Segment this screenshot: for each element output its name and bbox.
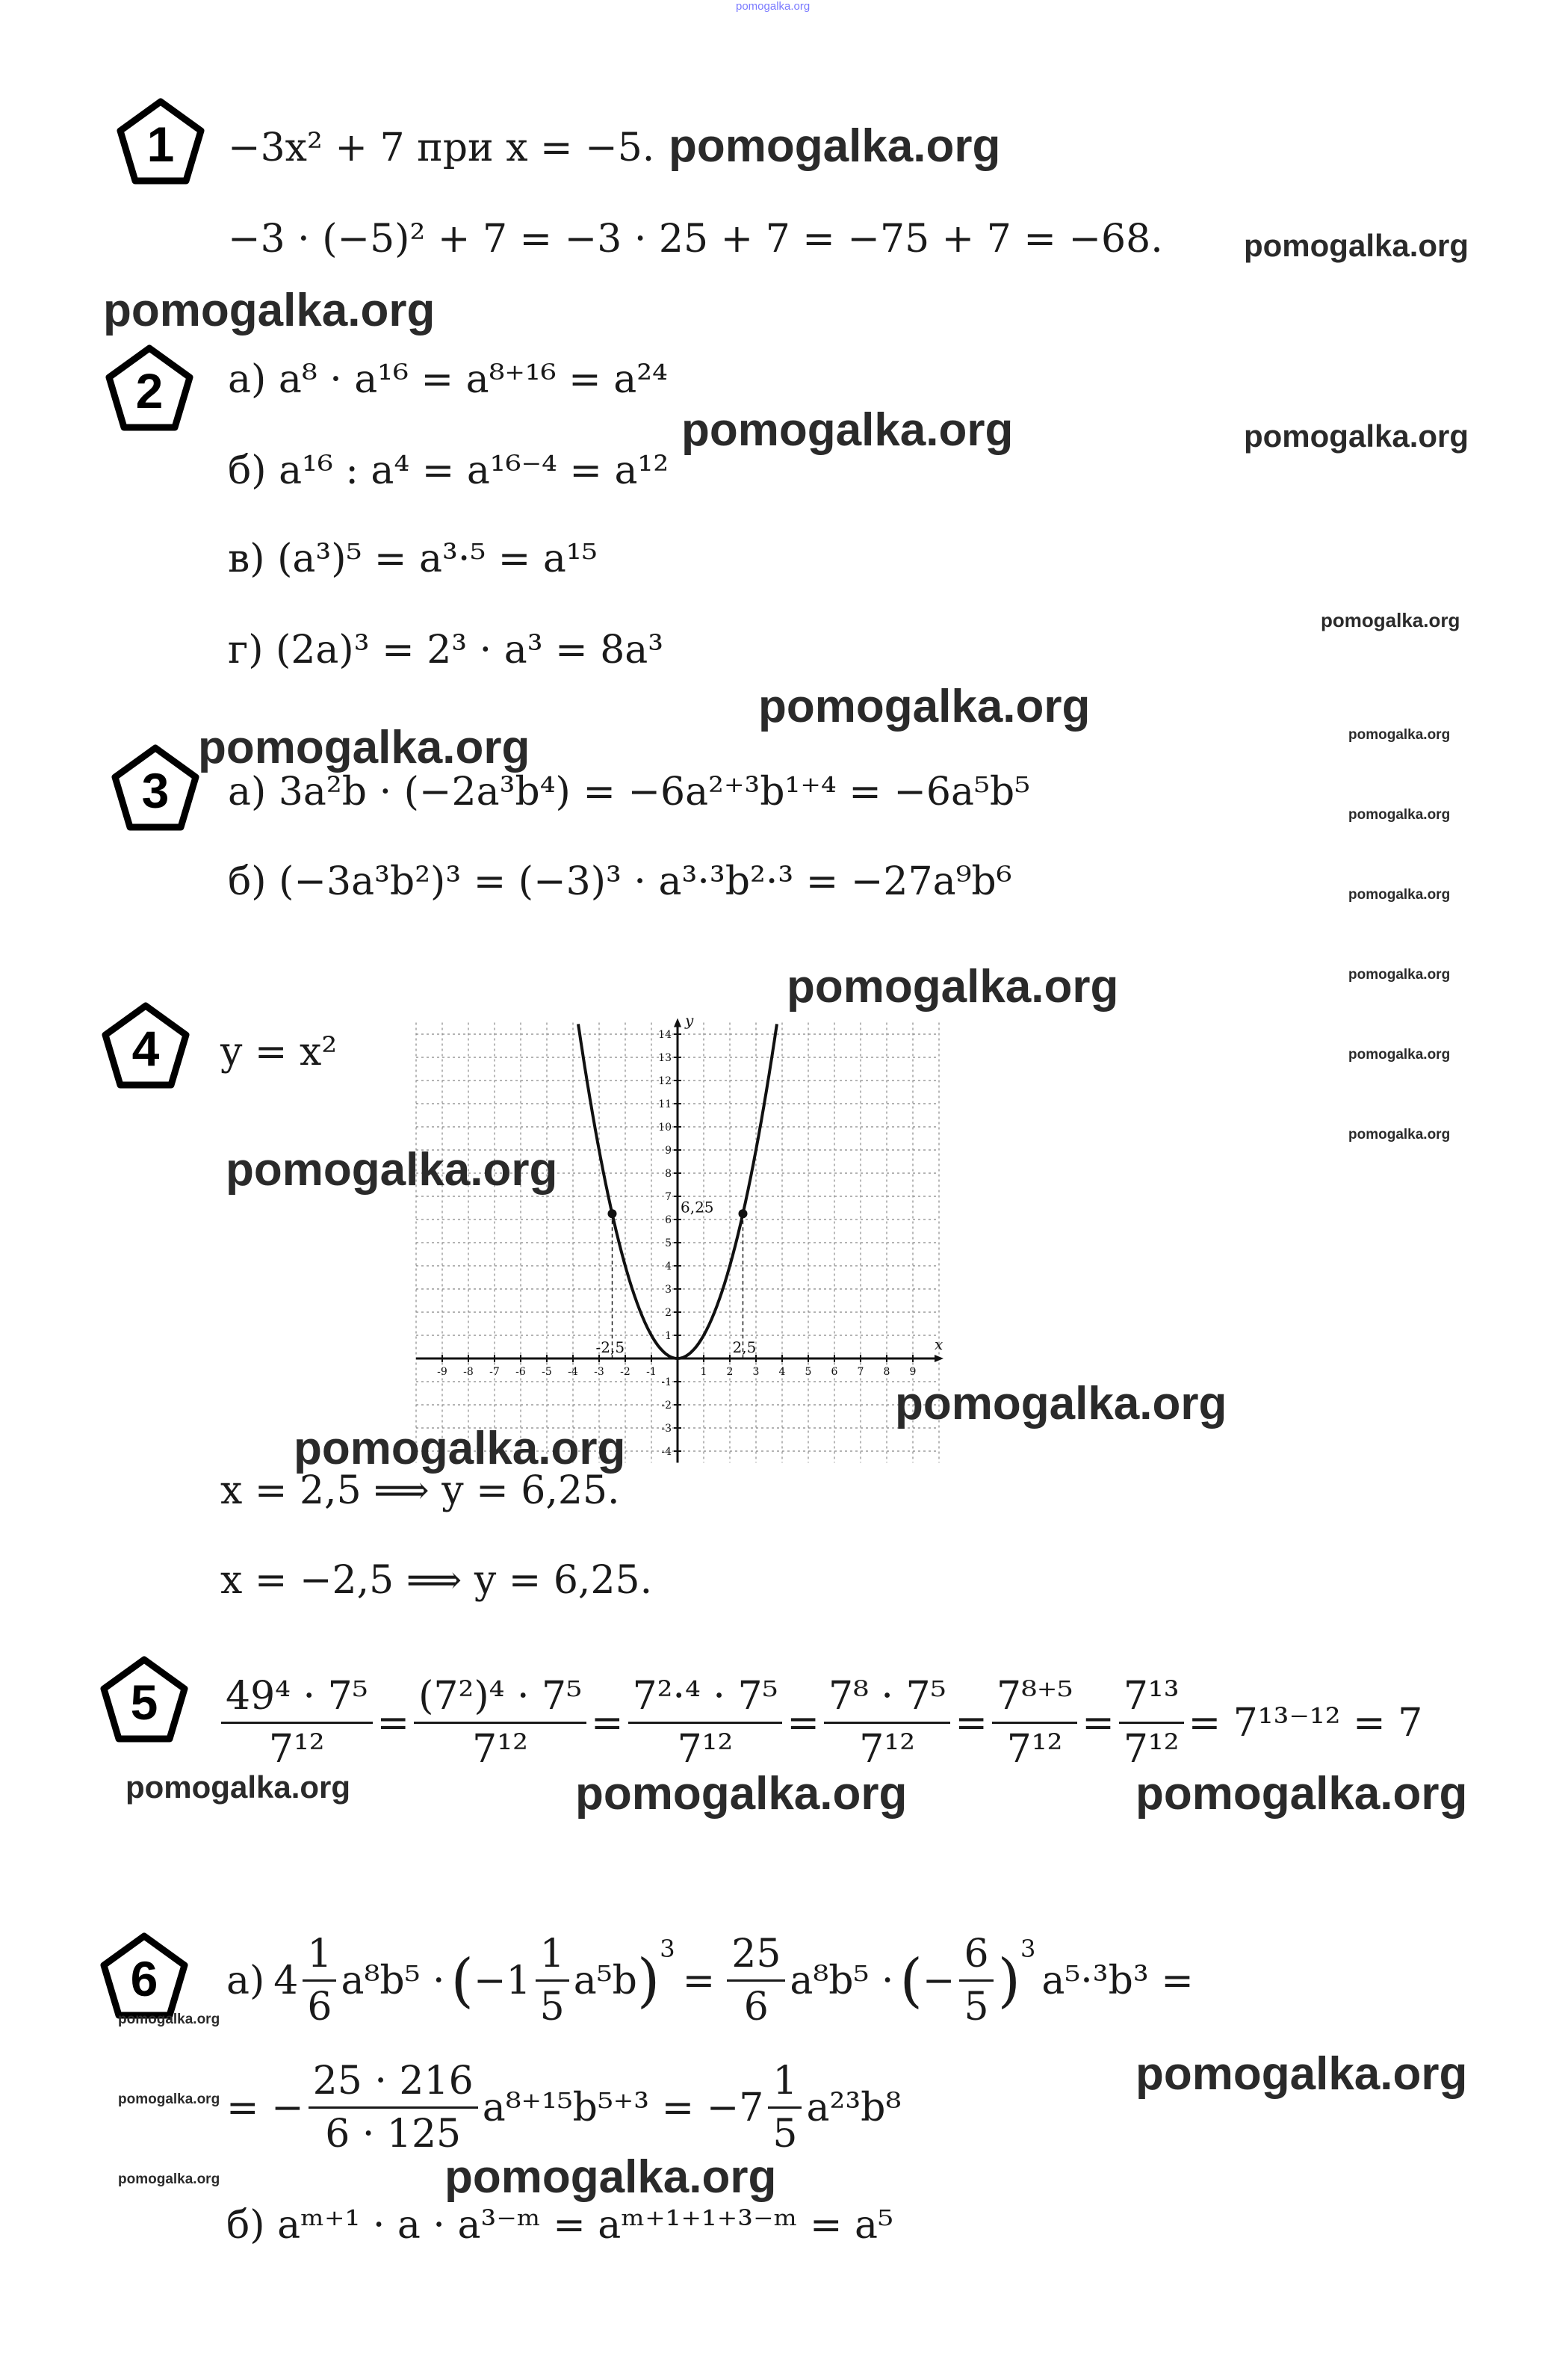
x-tick-label: -6 [515,1366,526,1378]
watermark: pomogalka.org [118,2012,220,2027]
fraction-6 [1119,1674,1184,1772]
y-tick-label: 8 [665,1168,672,1180]
watermark: pomogalka.org [103,285,436,336]
fraction-5 [992,1674,1077,1772]
fraction-3 [628,1674,783,1772]
y-tick-label: -3 [661,1423,672,1435]
task6-a-line2 [226,2059,901,2157]
watermark: pomogalka.org [575,1768,908,1820]
badge-number: 1 [146,117,175,172]
x-tick-label: 8 [883,1366,890,1378]
y-tick-label: 2 [665,1307,672,1319]
watermark: pomogalka.org [118,2092,220,2107]
task-badge-4 [101,1001,190,1091]
watermark: pomogalka.org [1348,727,1451,743]
fraction-numerator: 1 [303,1932,336,1982]
y-axis-arrow [674,1018,681,1027]
task-badge-1 [116,97,205,187]
top-watermark: pomogalka.org [736,0,811,13]
watermark: pomogalka.org [681,404,1014,456]
y-tick-label: 1 [665,1330,672,1342]
x-tick-label: 2 [726,1366,734,1378]
fraction-numerator: 7¹³ [1119,1674,1184,1724]
task3-a: а) 3a²b · (−2a³b⁴) = −6a²⁺³b¹⁺⁴ = −6a⁵b⁵ [228,770,1030,814]
x-tick-label: -4 [568,1366,578,1378]
x-tick-label: 7 [857,1366,864,1378]
x-tick-label: 3 [752,1366,760,1378]
y-tick-label: 12 [658,1075,672,1087]
task1-line1: −3x² + 7 при x = −5. [228,126,655,170]
x-tick-label: -5 [542,1366,552,1378]
badge-number: 6 [130,1951,158,2006]
x-tick-label: -1 [646,1366,657,1378]
y-tick-label: 7 [665,1191,672,1203]
label-6-25: 6,25 [681,1198,714,1216]
watermark: pomogalka.org [895,1378,1227,1429]
task4-result1: x = 2,5 ⟹ y = 6,25. [220,1468,620,1513]
badge-number: 3 [141,763,170,818]
term: a⁸b⁵ · [341,1958,445,2003]
term: a⁸b⁵ · [790,1958,894,2003]
y-tick-label: 5 [665,1237,672,1249]
watermark: pomogalka.org [1348,887,1451,903]
watermark: pomogalka.org [1348,807,1451,823]
fraction-denominator: 5 [964,1985,989,2029]
task4-result2: x = −2,5 ⟹ y = 6,25. [220,1558,653,1603]
badge-number: 4 [131,1021,160,1076]
x-tick-label: -2 [620,1366,630,1378]
y-tick-label: 14 [658,1029,672,1041]
y-tick-label: 9 [665,1145,672,1157]
x-tick-label: 9 [909,1366,917,1378]
fraction-denominator: 6 · 125 [325,2112,462,2157]
minus: − [922,1958,955,2003]
mixed-whole: −1 [473,1958,531,2003]
watermark: pomogalka.org [787,961,1119,1013]
watermark: pomogalka.org [1135,2048,1468,2100]
watermark: pomogalka.org [1348,1047,1451,1063]
x-tick-label: 4 [778,1366,786,1378]
x-tick-label: 6 [831,1366,838,1378]
task5-expression: $\frac{\text{49⁴ · 7⁵}}{\text{7¹²}}$ = $\frac{\text{(7²)⁴ · 7⁵}}{\text{7¹²}}$ = $\frac{\text{7²·⁴ · 7⁵}}{\text{7¹²}}$ = $\frac{\text{7⁸ · 7⁵}}{\text{7¹²}}$ = $\frac{\text{7⁸⁺⁵}}{\text{7¹²}}$ = $\frac{\text{7¹³}}{\text{7¹²}}$ = 7¹³⁻¹² = 7 [217,1674,1422,1772]
fraction [536,1932,569,2029]
badge-number: 2 [135,363,164,418]
term: a²³b⁸ [806,2085,902,2130]
fraction-numerator: 7⁸⁺⁵ [992,1674,1077,1724]
x-tick-label: -9 [437,1366,447,1378]
fraction-denominator: 5 [772,2112,798,2157]
watermark: pomogalka.org [669,120,1001,172]
y-tick-label: -1 [661,1376,672,1388]
fraction-numerator: 25 [727,1932,785,1982]
term: a⁵b [573,1958,637,2003]
x-tick-label: -7 [489,1366,500,1378]
y-tick-label: 6 [665,1214,672,1226]
fraction-numerator: 7²·⁴ · 7⁵ [628,1674,783,1724]
term: a⁵·³b³ = [1041,1958,1194,2003]
fraction [309,2059,478,2157]
fraction-denominator: 7¹² [1123,1727,1180,1772]
fraction-denominator: 7¹² [268,1727,325,1772]
fraction-1 [221,1674,373,1772]
watermark: pomogalka.org [1348,967,1451,983]
y-tick-label: 4 [665,1261,672,1273]
x-tick-label: -8 [463,1366,474,1378]
fraction-denominator: 5 [539,1985,565,2029]
watermark: pomogalka.org [1244,228,1469,263]
term: a⁸⁺¹⁵b⁵⁺³ = −7 [482,2085,764,2130]
task6-b: б) aᵐ⁺¹ · a · a³⁻ᵐ = aᵐ⁺¹⁺¹⁺³⁻ᵐ = a⁵ [226,2203,893,2248]
task1-line2: −3 · (−5)² + 7 = −3 · 25 + 7 = −75 + 7 = −68. [228,217,1163,262]
axis-x-label: x [935,1335,943,1353]
x-tick-label: -3 [594,1366,604,1378]
fraction [959,1932,993,2029]
y-tick-label: -2 [661,1400,672,1412]
fraction-numerator: 7⁸ · 7⁵ [824,1674,950,1724]
term: = − [226,2085,304,2130]
watermark: pomogalka.org [1244,418,1469,454]
fraction-denominator: 7¹² [472,1727,528,1772]
y-tick-label: 11 [658,1098,672,1110]
watermark: pomogalka.org [758,681,1091,732]
task2-g: г) (2a)³ = 2³ · a³ = 8a³ [228,628,664,673]
fraction [727,1932,785,2029]
task-badge-6 [99,1932,189,2021]
watermark: pomogalka.org [294,1423,626,1474]
mixed-whole: 4 [273,1958,299,2003]
watermark: pomogalka.org [1348,1127,1451,1143]
task5-tail: = 7¹³⁻¹² = 7 [1188,1700,1423,1746]
task-badge-2 [105,344,194,433]
task2-a: а) a⁸ · a¹⁶ = a⁸⁺¹⁶ = a²⁴ [228,357,668,402]
fraction-numerator: 6 [959,1932,993,1982]
watermark: pomogalka.org [125,1769,351,1805]
fraction-denominator: 7¹² [859,1727,916,1772]
task2-v: в) (a³)⁵ = a³·⁵ = a¹⁵ [228,537,598,581]
watermark: pomogalka.org [444,2151,777,2203]
y-tick-label: -4 [661,1446,672,1458]
watermark: pomogalka.org [1321,609,1460,631]
graph-axes [416,1018,943,1463]
fraction [303,1932,336,2029]
watermark: pomogalka.org [118,2171,220,2187]
y-tick-label: 13 [658,1052,672,1064]
equals: = [682,1958,716,2003]
exponent: 3 [660,1935,675,1963]
watermark: pomogalka.org [1135,1768,1468,1820]
fraction-numerator: 1 [536,1932,569,1982]
axis-y-label: y [685,1011,694,1030]
task6-a-label: а) [226,1958,265,2003]
task4-function: y = x² [220,1030,338,1075]
watermark: pomogalka.org [198,722,530,773]
fraction-denominator: 7¹² [1006,1727,1063,1772]
fraction-numerator: (7²)⁴ · 7⁵ [414,1674,586,1724]
x-tick-label: 5 [805,1366,812,1378]
y-tick-label: 10 [658,1122,672,1134]
fraction-denominator: 6 [307,1985,332,2029]
parabola-graph [407,1001,945,1465]
fraction-denominator: 7¹² [677,1727,734,1772]
exponent: 3 [1020,1935,1036,1963]
fraction-numerator: 49⁴ · 7⁵ [221,1674,373,1724]
fraction-4 [824,1674,950,1772]
x-tick-label: 1 [700,1366,707,1378]
x-axis-arrow [935,1355,943,1362]
task6-a-line1: а) 4 $\frac{1}{6}$ a⁸b⁵ · ( −1 $\frac{1}{5}$ a⁵b ) 3 = $\frac{25}{6}$ a⁸b⁵ · ( − $\frac{6}{5}$ ) 3 a⁵·³b³ = [226,1932,1194,2029]
watermark: pomogalka.org [226,1144,558,1196]
fraction [768,2059,802,2157]
task-badge-5 [99,1655,189,1745]
task3-b: б) (−3a³b²)³ = (−3)³ · a³·³b²·³ = −27a⁹b⁶ [228,859,1012,904]
fraction-2 [414,1674,586,1772]
badge-number: 5 [130,1675,158,1730]
fraction-numerator: 1 [768,2059,802,2109]
label-pos-2-5: 2,5 [732,1338,757,1356]
fraction-denominator: 6 [743,1985,769,2029]
task-badge-3 [111,743,200,833]
y-tick-label: 3 [665,1284,672,1296]
label-neg-2-5: -2,5 [595,1338,625,1356]
fraction-numerator: 25 · 216 [309,2059,478,2109]
task2-b: б) a¹⁶ : a⁴ = a¹⁶⁻⁴ = a¹² [228,448,669,493]
